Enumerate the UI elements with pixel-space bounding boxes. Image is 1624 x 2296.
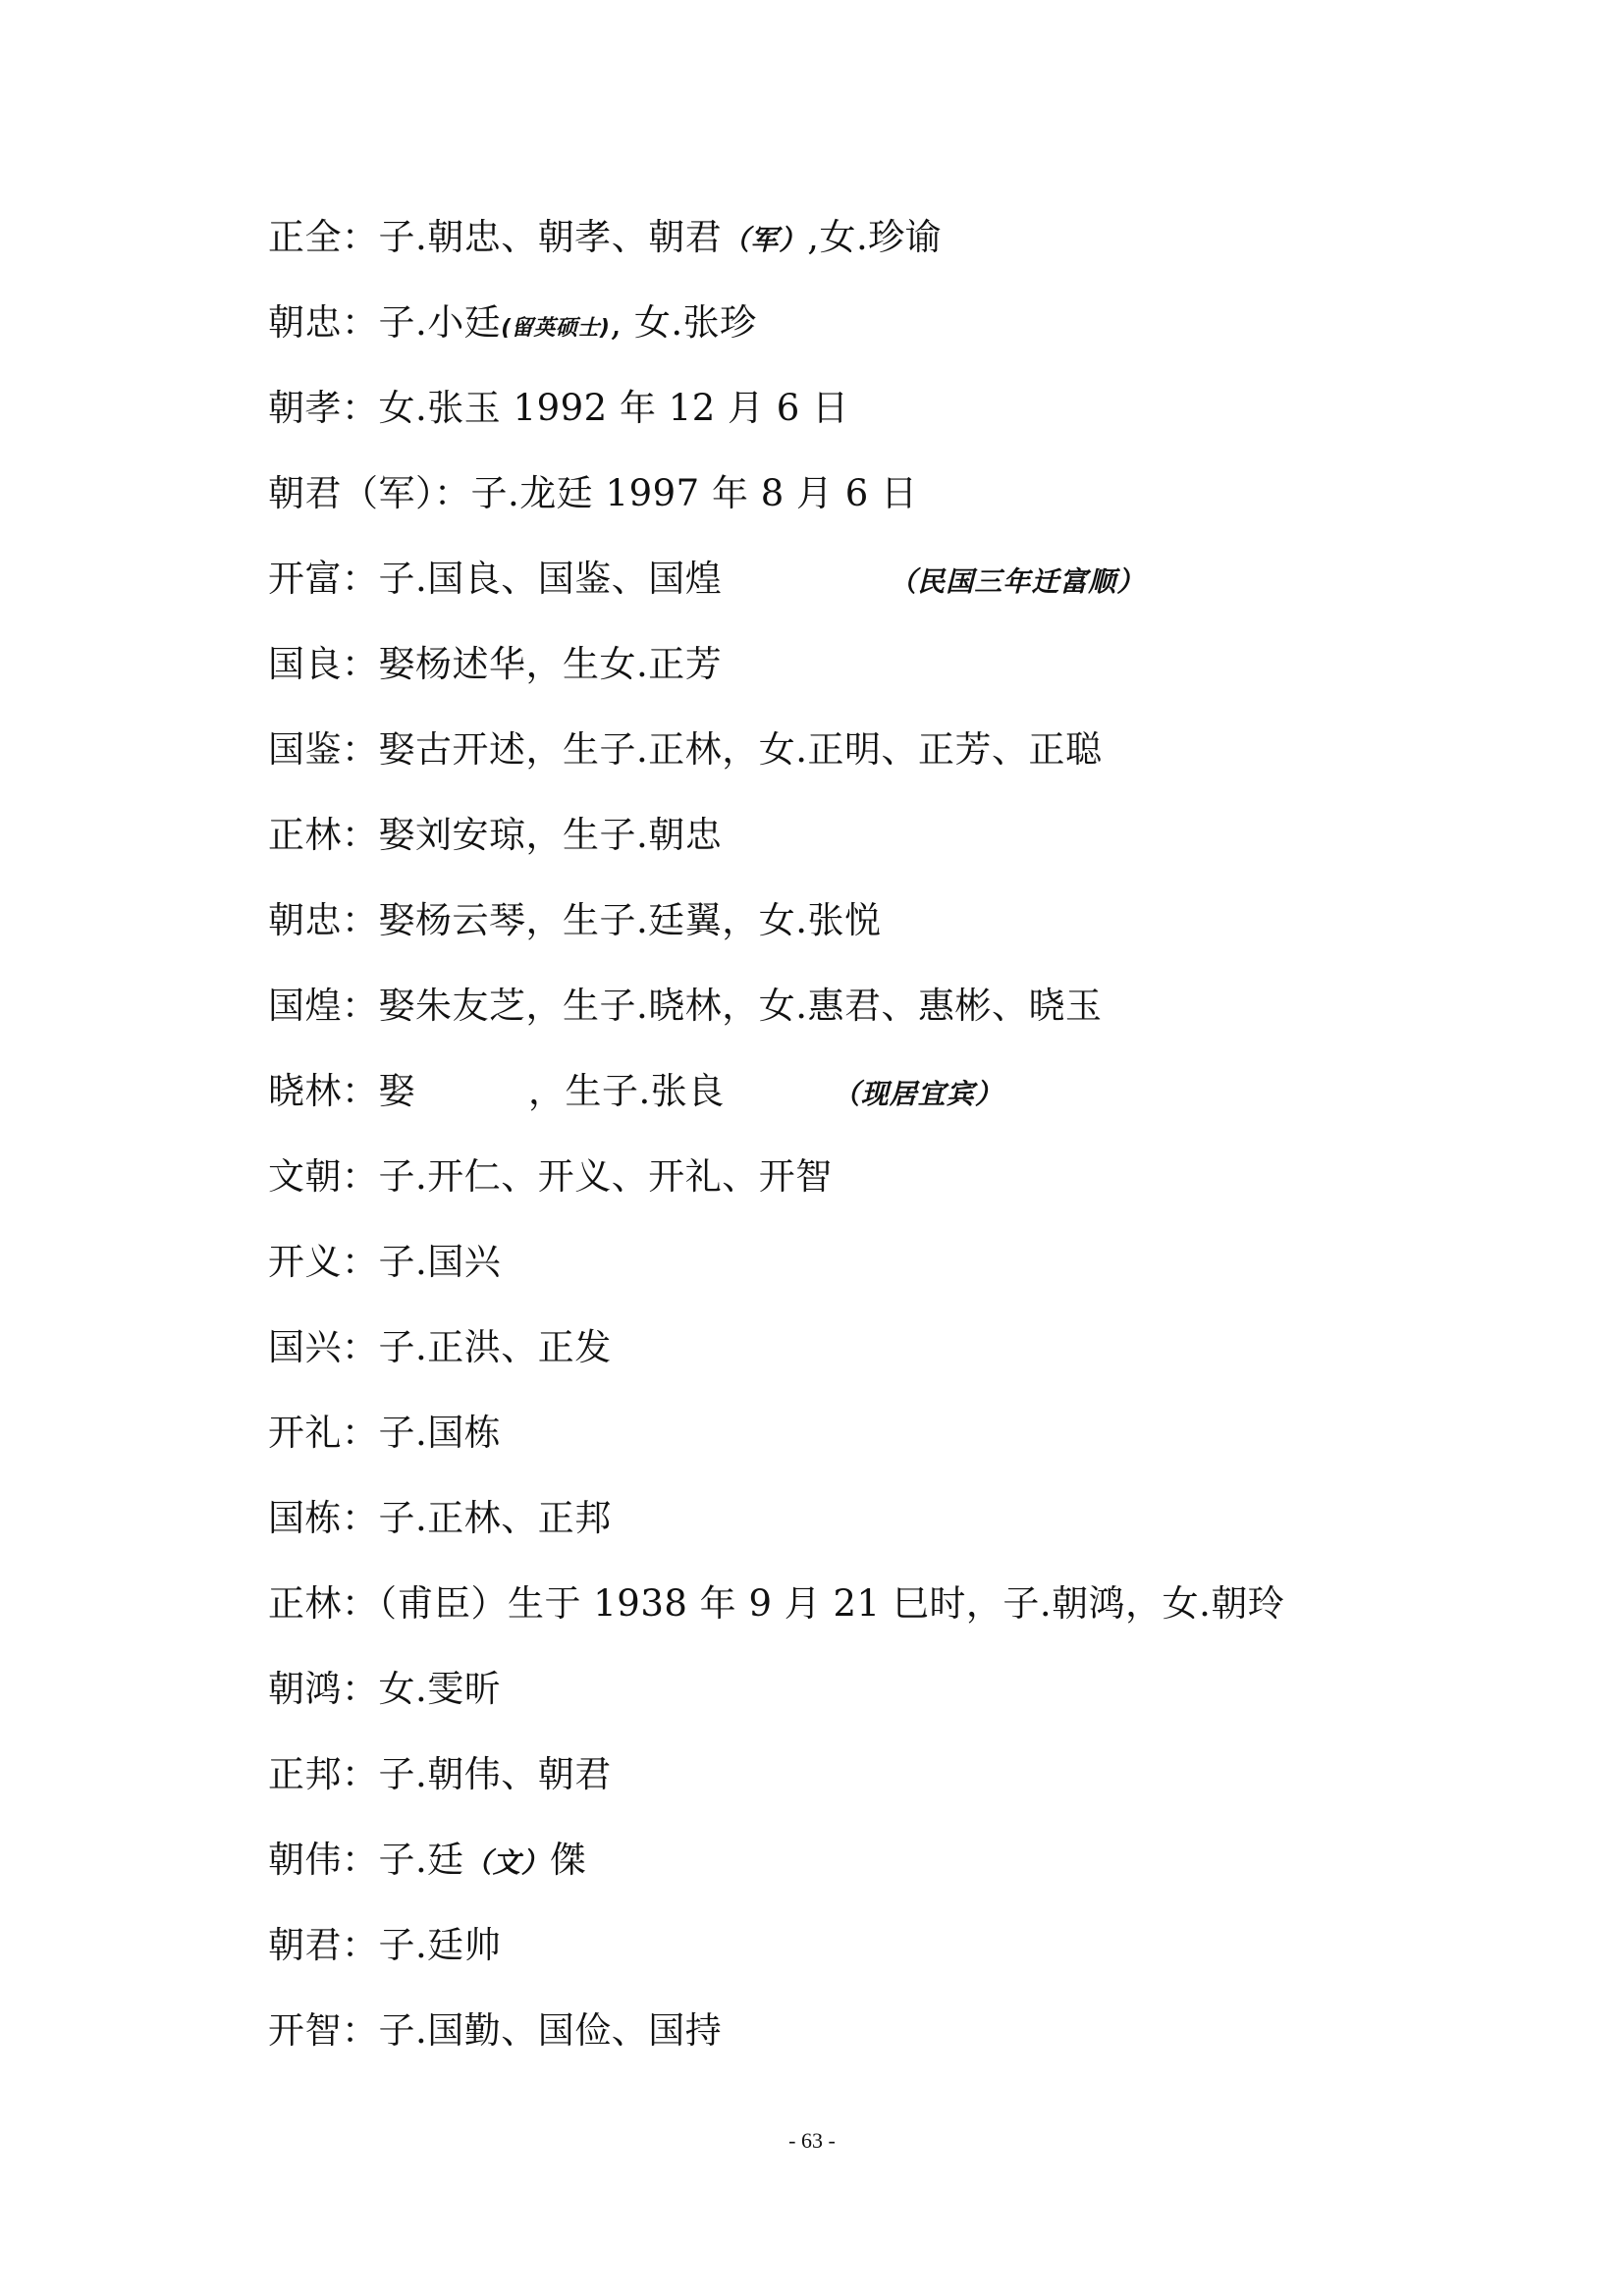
entry-name: 国良: [268, 643, 342, 685]
entry-separator: ：: [342, 387, 379, 429]
entry-text: 子.朝伟、朝君: [378, 1753, 612, 1795]
entry-separator: ：: [342, 1070, 379, 1112]
entry-name: 文朝: [268, 1155, 342, 1198]
entry-remark: （现居宜宾）: [832, 1078, 1003, 1110]
entry-name: 国栋: [268, 1497, 342, 1539]
entry-text: 娶杨述华，生女.正芳: [378, 643, 723, 685]
entry-note: (留英硕士): [501, 316, 611, 341]
entry-note: （文）: [463, 1846, 550, 1879]
entry-separator: ：: [342, 728, 379, 771]
entry-separator: ：: [434, 472, 471, 514]
entry-text: 子.开仁、开义、开礼、开智: [378, 1155, 833, 1198]
entry-separator: ：: [342, 643, 379, 685]
entry-separator: ：: [342, 1412, 379, 1454]
entry-name: 朝伟: [268, 1839, 342, 1881]
entry-text: 子.廷帅: [378, 1924, 502, 1966]
genealogy-entry: [268, 1660, 1387, 1745]
entry-text: 娶朱友芝，生子.晓林，女.惠君、惠彬、晓玉: [378, 985, 1103, 1027]
genealogy-list: [268, 208, 1387, 2087]
entry-tail: ,女.珍谕: [807, 216, 943, 258]
entry-text: 子.国勤、国俭、国持: [378, 2009, 723, 2052]
entry-text: 子.朝忠、朝孝、朝君: [378, 216, 723, 258]
genealogy-entry: [268, 1148, 1387, 1233]
genealogy-entry: [268, 1575, 1387, 1660]
entry-text: （甫臣）生于 1938 年 9 月 21 巳时，子.朝鸿，女.朝玲: [378, 1582, 1285, 1625]
entry-name: 朝孝: [268, 387, 342, 429]
genealogy-entry: [268, 208, 1387, 294]
entry-text: 子.龙廷 1997 年 8 月 6 日: [470, 472, 918, 514]
entry-separator: ：: [342, 1668, 379, 1710]
entry-text: 娶刘安琼，生子.朝忠: [378, 814, 723, 856]
entry-separator: ：: [342, 1924, 379, 1966]
entry-note: （军）: [722, 224, 808, 256]
entry-text: 子.正洪、正发: [378, 1326, 612, 1368]
entry-text: 娶杨云琴，生子.廷翼，女.张悦: [378, 899, 882, 941]
genealogy-entry: [268, 1745, 1387, 1831]
entry-name: 开富: [268, 558, 342, 600]
entry-name: 晓林: [268, 1070, 342, 1112]
entry-name: 开礼: [268, 1412, 342, 1454]
genealogy-entry: [268, 721, 1387, 806]
entry-name: 国煌: [268, 985, 342, 1027]
entry-separator: ：: [342, 1497, 379, 1539]
entry-name: 正林: [268, 1582, 342, 1625]
entry-text: 子.廷: [378, 1839, 464, 1881]
genealogy-entry: [268, 806, 1387, 891]
entry-text: 娶古开述，生子.正林，女.正明、正芳、正聪: [378, 728, 1103, 771]
entry-text: 子.小廷: [378, 301, 502, 344]
entry-name: 正邦: [268, 1753, 342, 1795]
entry-name: 开义: [268, 1241, 342, 1283]
genealogy-entry: [268, 1916, 1387, 2002]
entry-separator: ：: [342, 985, 379, 1027]
entry-separator: ：: [342, 1582, 379, 1625]
entry-separator: ：: [342, 301, 379, 344]
entry-name: 国鉴: [268, 728, 342, 771]
entry-separator: ：: [342, 1155, 379, 1198]
entry-name: 朝君（军）: [268, 472, 434, 514]
entry-text: 子.国栋: [378, 1412, 502, 1454]
entry-name: 朝忠: [268, 899, 342, 941]
entry-text: 女.张玉 1992 年 12 月 6 日: [378, 387, 849, 429]
genealogy-entry: [268, 379, 1387, 464]
entry-separator: ：: [342, 216, 379, 258]
entry-name: 朝忠: [268, 301, 342, 344]
page-number: - 63 -: [788, 2128, 836, 2153]
entry-tail: 傑: [549, 1839, 587, 1881]
genealogy-entry: [268, 1489, 1387, 1575]
genealogy-entry: [268, 1831, 1387, 1916]
entry-text-continued: ，生子.张良: [528, 1070, 725, 1112]
entry-name: 朝鸿: [268, 1668, 342, 1710]
entry-text: 女.雯昕: [378, 1668, 502, 1710]
genealogy-entry: [268, 1404, 1387, 1489]
entry-name: 开智: [268, 2009, 342, 2052]
entry-name: 国兴: [268, 1326, 342, 1368]
entry-separator: ：: [342, 899, 379, 941]
entry-separator: ：: [342, 1326, 379, 1368]
entry-text: 子.国兴: [378, 1241, 502, 1283]
genealogy-entry: [268, 2002, 1387, 2087]
entry-separator: ：: [342, 2009, 379, 2052]
entry-separator: ：: [342, 814, 379, 856]
genealogy-entry: [268, 977, 1387, 1062]
genealogy-entry: [268, 1233, 1387, 1318]
entry-tail: , 女.张珍: [610, 301, 757, 344]
entry-text: 子.正林、正邦: [378, 1497, 612, 1539]
genealogy-entry: [268, 464, 1387, 550]
genealogy-entry: [268, 891, 1387, 977]
entry-name: 正林: [268, 814, 342, 856]
entry-name: 正全: [268, 216, 342, 258]
entry-separator: ：: [342, 1839, 379, 1881]
genealogy-entry: [268, 294, 1387, 379]
genealogy-entry: [268, 550, 1387, 635]
entry-separator: ：: [342, 1753, 379, 1795]
genealogy-entry: [268, 635, 1387, 721]
entry-text: 子.国良、国鉴、国煌: [378, 558, 723, 600]
genealogy-entry: [268, 1062, 1387, 1148]
entry-separator: ：: [342, 1241, 379, 1283]
entry-remark: （民国三年迁富顺）: [889, 565, 1146, 598]
entry-separator: ：: [342, 558, 379, 600]
entry-text: 娶: [378, 1070, 415, 1112]
entry-name: 朝君: [268, 1924, 342, 1966]
genealogy-entry: [268, 1318, 1387, 1404]
